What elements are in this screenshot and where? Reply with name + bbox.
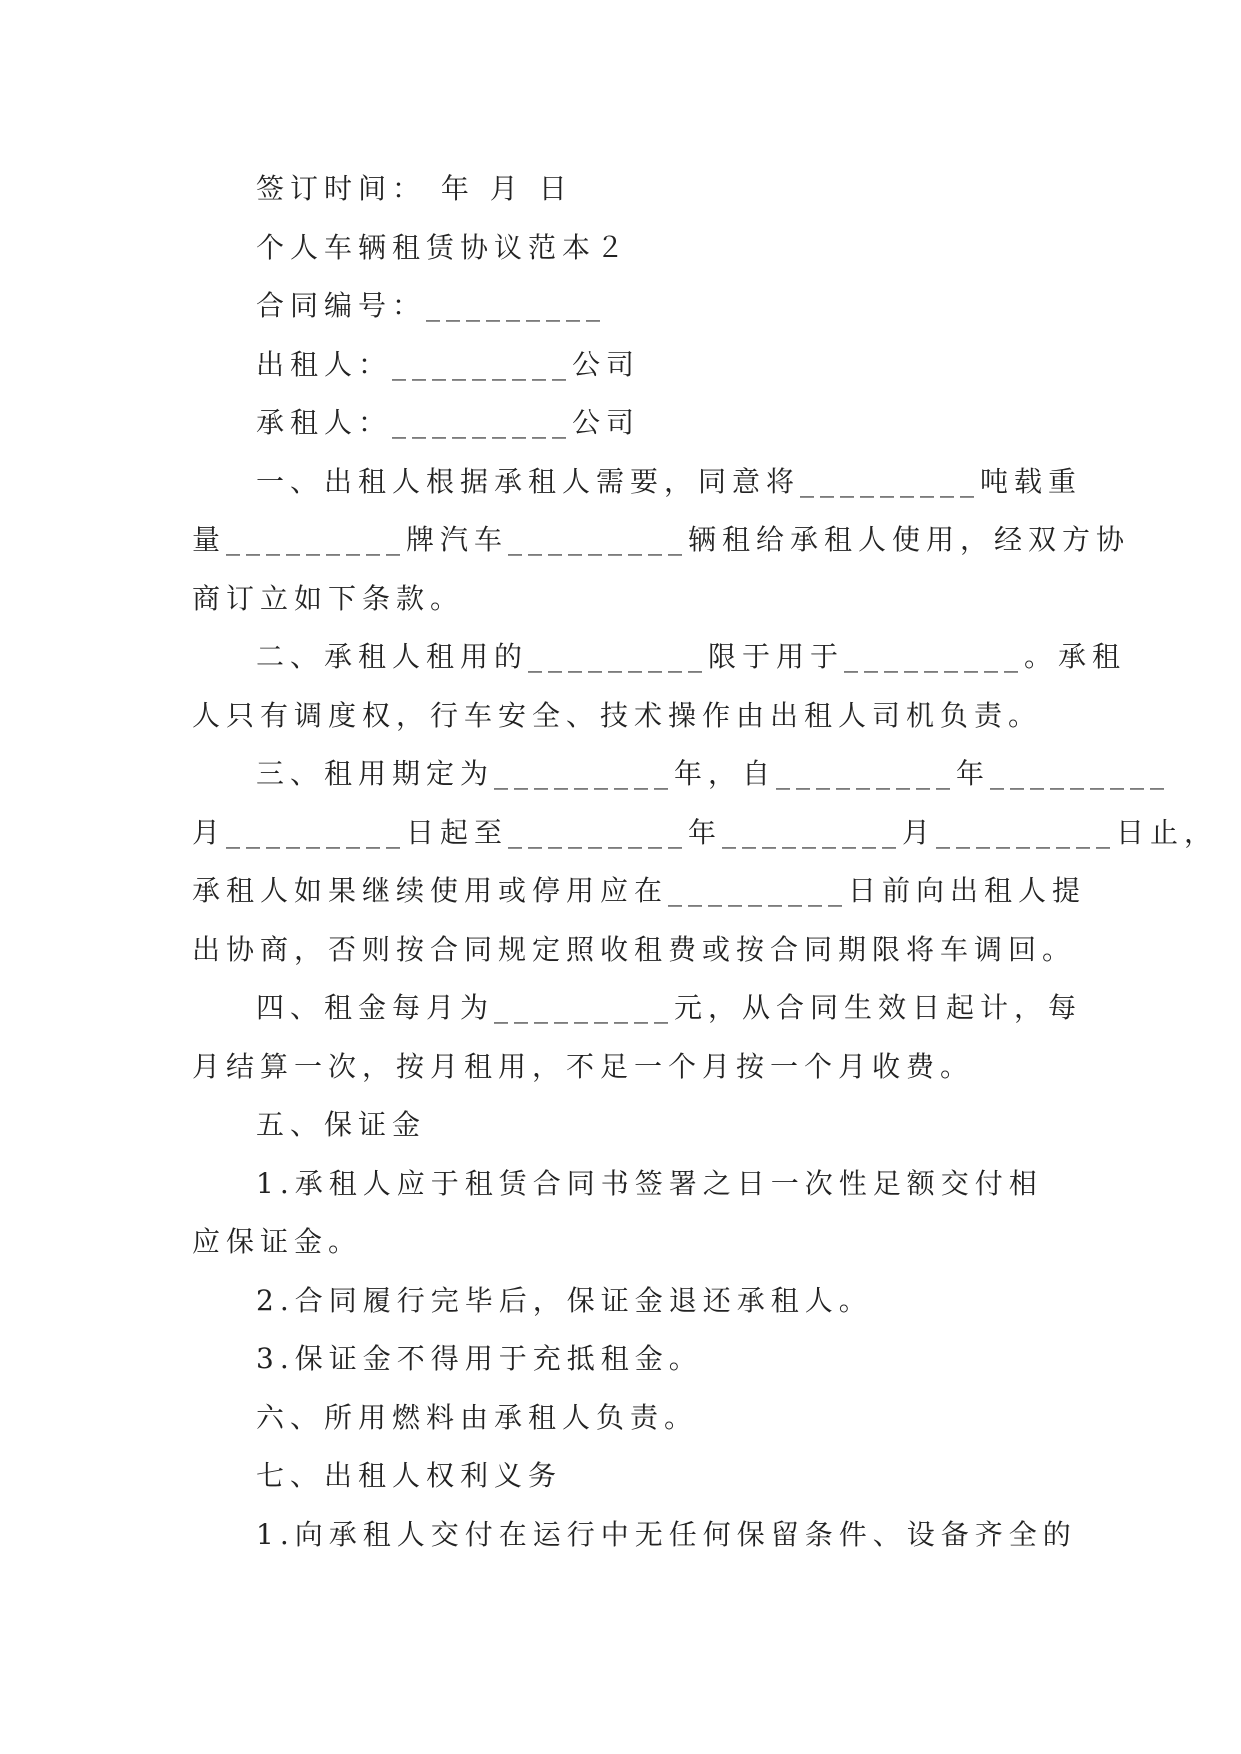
lessee-line: 承租人：_________公司 <box>256 406 641 439</box>
clause-5-item-3: 3.保证金不得用于充抵租金。 <box>256 1342 703 1375</box>
clause-5-item-2: 2.合同履行完毕后，保证金退还承租人。 <box>256 1283 873 1317</box>
clause-4-line-1: 四、租金每月为_________元，从合同生效日起计，每 <box>256 991 1083 1024</box>
clause-2-line-2: 人只有调度权，行车安全、技术操作由出租人司机负责。 <box>192 698 1043 732</box>
clause-3-line-4: 出协商，否则按合同规定照收租费或按合同期限将车调回。 <box>192 932 1077 966</box>
clause-7-heading: 七、出租人权利义务 <box>256 1459 563 1492</box>
signing-date-line: 签订时间： 年 月 日 <box>256 172 573 205</box>
clause-2-line-1: 二、承租人租用的_________限于用于_________。承租 <box>256 640 1127 673</box>
clause-1-line-3: 商订立如下条款。 <box>192 581 465 615</box>
clause-5-heading: 五、保证金 <box>256 1108 427 1141</box>
clause-5-item-1-line-1: 1.承租人应于租赁合同书签署之日一次性足额交付相 <box>256 1166 1043 1200</box>
document-title: 个人车辆租赁协议范本２ <box>256 230 631 264</box>
document-page <box>192 160 1219 1564</box>
clause-4-line-2: 月结算一次，按月租用，不足一个月按一个月收费。 <box>192 1049 975 1083</box>
clause-1-line-2: 量_________牌汽车_________辆租给承租人使用，经双方协 <box>192 523 1131 556</box>
clause-1-line-1: 一、出租人根据承租人需要，同意将_________吨载重 <box>256 464 1083 498</box>
clause-3-line-3: 承租人如果继续使用或停用应在_________日前向出租人提 <box>192 874 1087 907</box>
clause-3-line-1: 三、租用期定为_________年，自_________年_________ <box>256 757 1171 790</box>
clause-6: 六、所用燃料由承租人负责。 <box>256 1400 699 1434</box>
clause-7-item-1-line-1: 1.向承租人交付在运行中无任何保留条件、设备齐全的 <box>256 1517 1077 1551</box>
lessor-line: 出租人：_________公司 <box>256 347 641 381</box>
clause-3-line-2: 月_________日起至_________年_________月_________日止， <box>192 815 1219 849</box>
contract-number-line: 合同编号：_________ <box>256 289 607 322</box>
clause-5-item-1-line-2: 应保证金。 <box>192 1225 363 1258</box>
